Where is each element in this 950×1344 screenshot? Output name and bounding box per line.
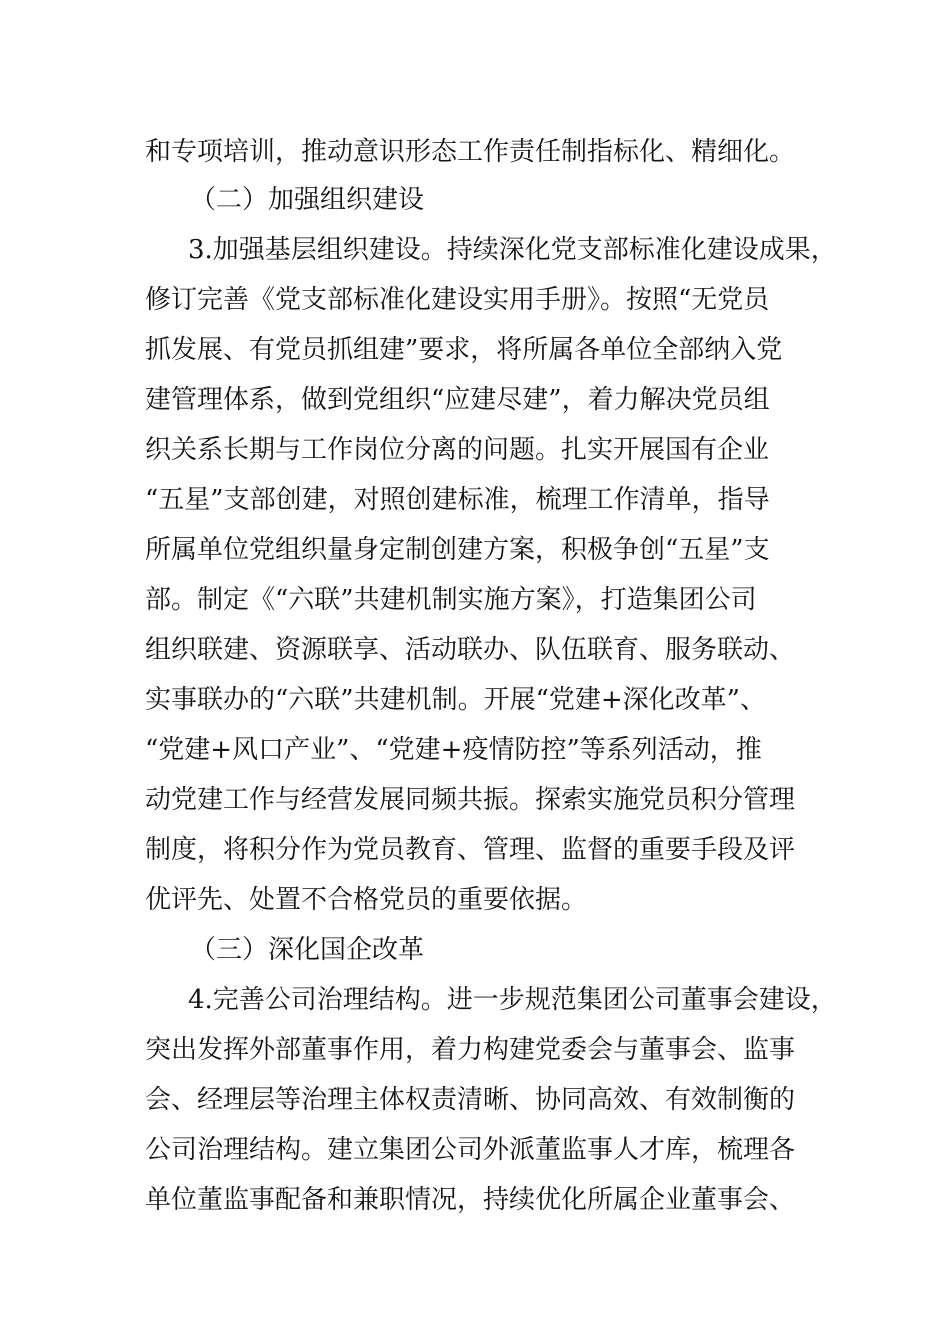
paragraph-line: 优评先、处置不合格党员的重要依据。 bbox=[145, 885, 588, 915]
paragraph-line: 实事联办的“六联”共建机制。开展“党建+深化改革”、 bbox=[145, 685, 766, 715]
paragraph-line: 织关系长期与工作岗位分离的问题。扎实开展国有企业 bbox=[145, 435, 770, 465]
section-heading: （二）加强组织建设 bbox=[190, 185, 425, 215]
paragraph-line: 4.完善公司治理结构。进一步规范集团公司董事会建设， bbox=[188, 985, 837, 1015]
paragraph-line: 3.加强基层组织建设。持续深化党支部标准化建设成果， bbox=[188, 235, 837, 265]
paragraph-line: 所属单位党组织量身定制创建方案，积极争创“五星”支 bbox=[145, 535, 770, 565]
paragraph-line: “五星”支部创建，对照创建标准，梳理工作清单，指导 bbox=[145, 485, 770, 515]
paragraph-line: 抓发展、有党员抓组建”要求，将所属各单位全部纳入党 bbox=[145, 335, 783, 365]
paragraph-line: 动党建工作与经营发展同频共振。探索实施党员积分管理 bbox=[145, 785, 796, 815]
paragraph-line: “党建+风口产业”、“党建+疫情防控”等系列活动，推 bbox=[145, 735, 762, 765]
paragraph-line: 和专项培训，推动意识形态工作责任制指标化、精细化。 bbox=[145, 137, 796, 167]
paragraph-line: 建管理体系，做到党组织“应建尽建”，着力解决党员组 bbox=[145, 385, 770, 415]
paragraph-line: 制度，将积分作为党员教育、管理、监督的重要手段及评 bbox=[145, 835, 796, 865]
paragraph-line: 部。制定《“六联”共建机制实施方案》，打造集团公司 bbox=[145, 585, 757, 615]
paragraph-line: 单位董监事配备和兼职情况，持续优化所属企业董事会、 bbox=[145, 1185, 796, 1215]
paragraph-line: 组织联建、资源联享、活动联办、队伍联育、服务联动、 bbox=[145, 635, 796, 665]
paragraph-line: 修订完善《党支部标准化建设实用手册》。按照“无党员 bbox=[145, 285, 770, 315]
paragraph-line: 突出发挥外部董事作用，着力构建党委会与董事会、监事 bbox=[145, 1035, 796, 1065]
paragraph-line: 会、经理层等治理主体权责清晰、协同高效、有效制衡的 bbox=[145, 1085, 796, 1115]
paragraph-line: 公司治理结构。建立集团公司外派董监事人才库，梳理各 bbox=[145, 1135, 796, 1165]
section-heading: （三）深化国企改革 bbox=[190, 935, 425, 965]
